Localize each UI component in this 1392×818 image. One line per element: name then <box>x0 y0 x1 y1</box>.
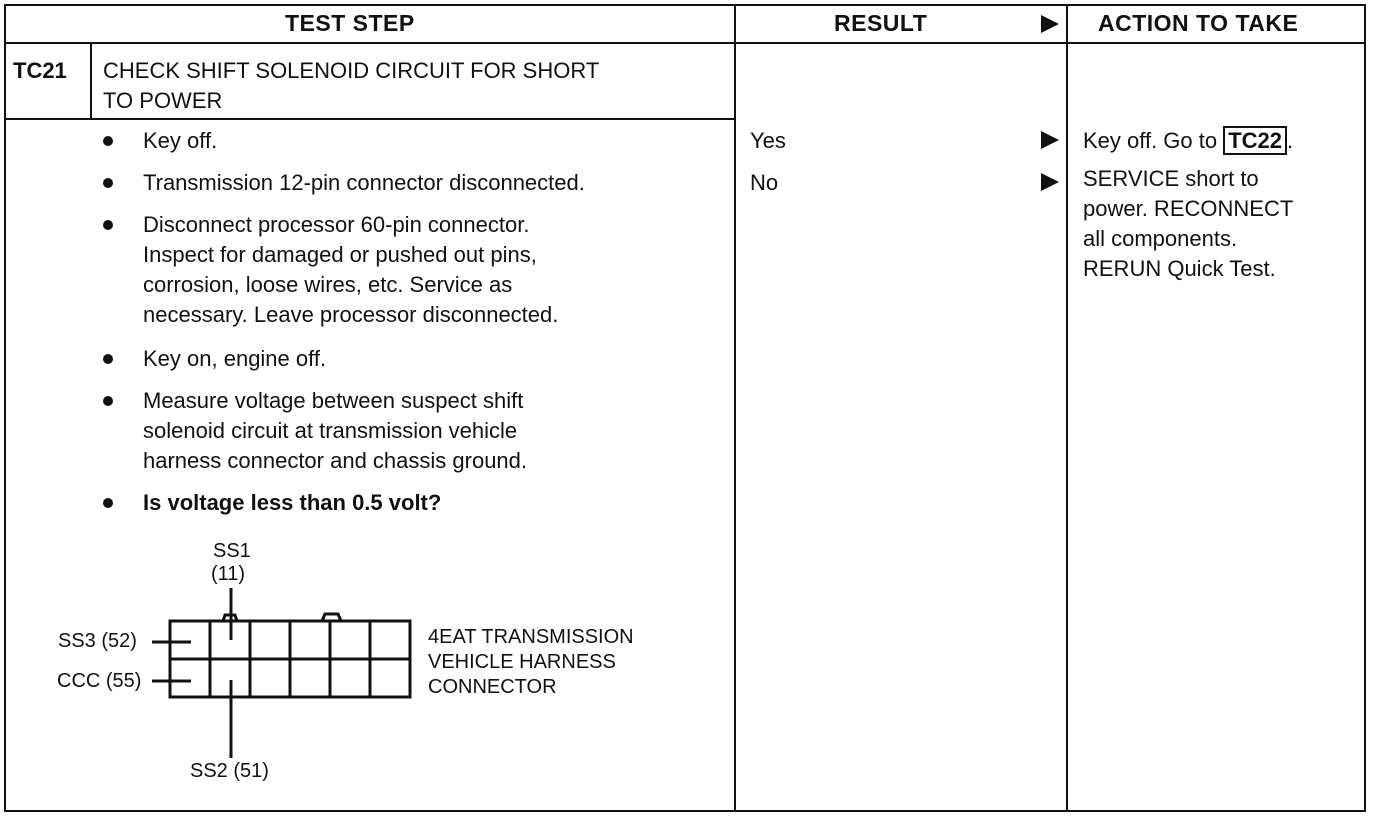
step-code: TC21 <box>13 58 67 83</box>
header-arrow-icon <box>1041 15 1059 33</box>
action-no-l3: all components. <box>1083 226 1238 251</box>
result-no-arrow-icon <box>1041 173 1059 191</box>
action-no-l1: SERVICE short to <box>1083 166 1259 191</box>
action-yes-text: Key off. Go to <box>1083 128 1224 153</box>
connector-label-l3: CONNECTOR <box>428 676 557 698</box>
bullet-icon <box>103 498 113 508</box>
instruction-key-on: Key on, engine off. <box>143 346 327 371</box>
instruction-disconnect-l4: necessary. Leave processor disconnected. <box>143 302 559 327</box>
header-divider <box>4 42 1366 44</box>
connector-label-l2: VEHICLE HARNESS <box>428 651 616 673</box>
header-result: RESULT <box>834 10 928 36</box>
instruction-question: Is voltage less than 0.5 volt? <box>143 490 442 515</box>
action-yes-period: . <box>1287 128 1294 153</box>
bullet-icon <box>103 220 113 230</box>
instruction-key-off: Key off. <box>143 128 218 153</box>
action-yes <box>1083 124 1293 157</box>
header-action: ACTION TO TAKE <box>1098 10 1299 36</box>
step-code-divider <box>90 43 92 120</box>
bullet-icon <box>103 354 113 364</box>
instruction-disconnect-l1: Disconnect processor 60-pin connector. <box>143 212 530 237</box>
header-test-step: TEST STEP <box>285 10 415 36</box>
divider-result-action <box>1066 4 1068 812</box>
step-title-line2: TO POWER <box>103 88 223 113</box>
instruction-disconnect-l3: corrosion, loose wires, etc. Service as <box>143 272 513 297</box>
bullet-icon <box>103 396 113 406</box>
ss3-label: SS3 (52) <box>58 630 137 652</box>
instruction-measure-l2: solenoid circuit at transmission vehicle <box>143 418 518 443</box>
ss1-pin-label: (11) <box>211 563 246 585</box>
bullet-icon <box>103 136 113 146</box>
ccc-label: CCC (55) <box>57 670 142 692</box>
divider-test-result <box>734 4 736 812</box>
action-no-l2: power. RECONNECT <box>1083 196 1294 221</box>
bullet-icon <box>103 178 113 188</box>
instruction-disconnect-l2: Inspect for damaged or pushed out pins, <box>143 242 537 267</box>
ss2-label: SS2 (51) <box>190 760 269 782</box>
action-no-l4: RERUN Quick Test. <box>1083 256 1276 281</box>
ss1-label: SS1 <box>213 540 251 562</box>
tc22-reference[interactable]: TC22 <box>1223 126 1287 155</box>
instruction-measure-l1: Measure voltage between suspect shift <box>143 388 524 413</box>
step-title-divider <box>4 118 735 120</box>
result-no: No <box>750 170 779 195</box>
instruction-measure-l3: harness connector and chassis ground. <box>143 448 528 473</box>
result-yes: Yes <box>750 128 786 153</box>
instruction-connector: Transmission 12-pin connector disconnected. <box>143 170 585 195</box>
connector-label-l1: 4EAT TRANSMISSION <box>428 626 634 648</box>
result-yes-arrow-icon <box>1041 131 1059 149</box>
step-title-line1: CHECK SHIFT SOLENOID CIRCUIT FOR SHORT <box>103 58 600 83</box>
